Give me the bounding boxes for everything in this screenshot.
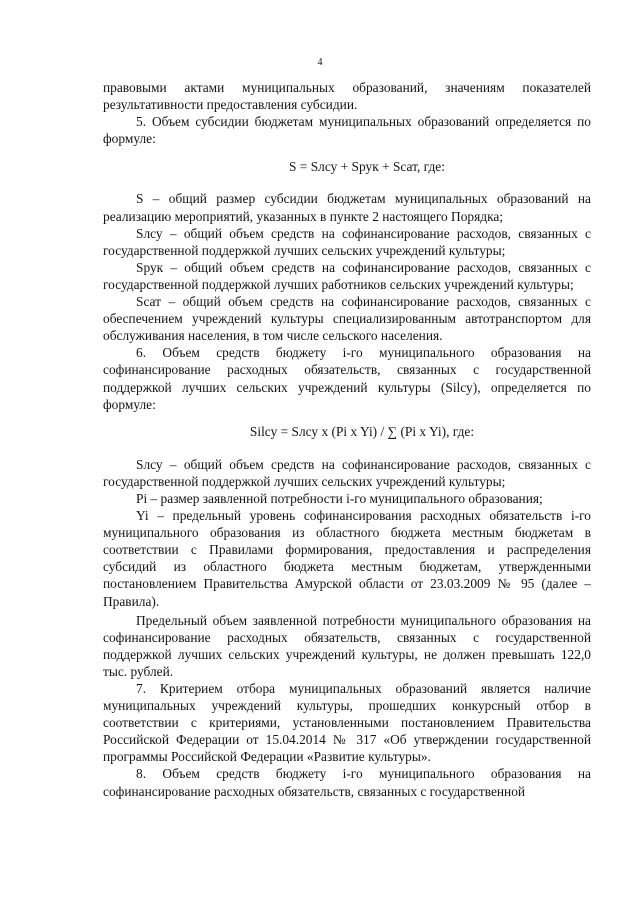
formula-silsu: Silсу = Sлсу x (Pi x Yi) / ∑ (Pi x Yi), где:: [249, 423, 475, 439]
definition-pi: Pi – размер заявленной потребности i-го муниципального образования;: [136, 490, 543, 506]
definition-s: S – общий размер субсидии бюджетам муниципальных образований на реализацию мероприятий, указанных в пункте 2 настоящего Порядка;: [103, 191, 591, 224]
formula-total-subsidy: S = Sлсу + Sрук + Sсат, где:: [289, 159, 445, 175]
document-body: [103, 79, 591, 800]
paragraph-continuation: правовыми актами муниципальных образований, значениям показателей результативности предоставления субсидии.: [103, 80, 591, 113]
definition-yi: Yi – предельный уровень софинансирования расходных обязательств i-го муниципального образования из областного бюджета местным бюджетам в соответствии с Правилами формирования, предоставления и распределения субсидий из областного бюджета местным бюджетам, утвержденными постановлением Правительства Амурской области от 23.03.2009 № 95 (далее – Правила).: [103, 508, 591, 609]
definition-slsu: Sлсу – общий объем средств на софинансирование расходов, связанных с государственной поддержкой лучших сельских учреждений культуры;: [103, 225, 591, 258]
paragraph-item-7: 7. Критерием отбора муниципальных образований является наличие муниципальных учреждений культуры, прошедших конкурсный отбор в соответствии с критериями, установленными постановлением Правительства Российской Федерации от 15.04.2014 № 317 «Об утверждении государственной программы Российской Федерации «Развитие культуры».: [103, 681, 591, 765]
paragraph-item-6: 6. Объем средств бюджету i-го муниципального образования на софинансирование расходных обязательств, связанных с государственной поддержкой лучших сельских учреждений культуры (Silсу), определяется по формуле:: [103, 345, 591, 412]
paragraph-limit: Предельный объем заявленной потребности муниципального образования на софинансирование расходных обязательств, связанных с государственной поддержкой лучших сельских учреждений культуры, не должен превышать 122,0 тыс. рублей.: [103, 612, 591, 679]
definition-slsu-2: Sлсу – общий объем средств на софинансирование расходов, связанных с государственной поддержкой лучших сельских учреждений культуры;: [103, 456, 591, 489]
paragraph-item-5: 5. Объем субсидии бюджетам муниципальных образований определяется по формуле:: [103, 114, 591, 147]
definition-ssat: Sсат – общий объем средств на софинансирование расходов, связанных с обеспечением учреждений культуры специализированным автотранспортом для обслуживания населения, в том числе сельского населения.: [103, 294, 591, 344]
definition-sruk: Sрук – общий объем средств на софинансирование расходов, связанных с государственной поддержкой лучших работников сельских учреждений культуры;: [103, 259, 591, 292]
page-number: 4: [317, 57, 323, 68]
paragraph-item-8: 8. Объем средств бюджету i-го муниципального образования на софинансирование расходных обязательств, связанных с государственной: [103, 766, 591, 799]
